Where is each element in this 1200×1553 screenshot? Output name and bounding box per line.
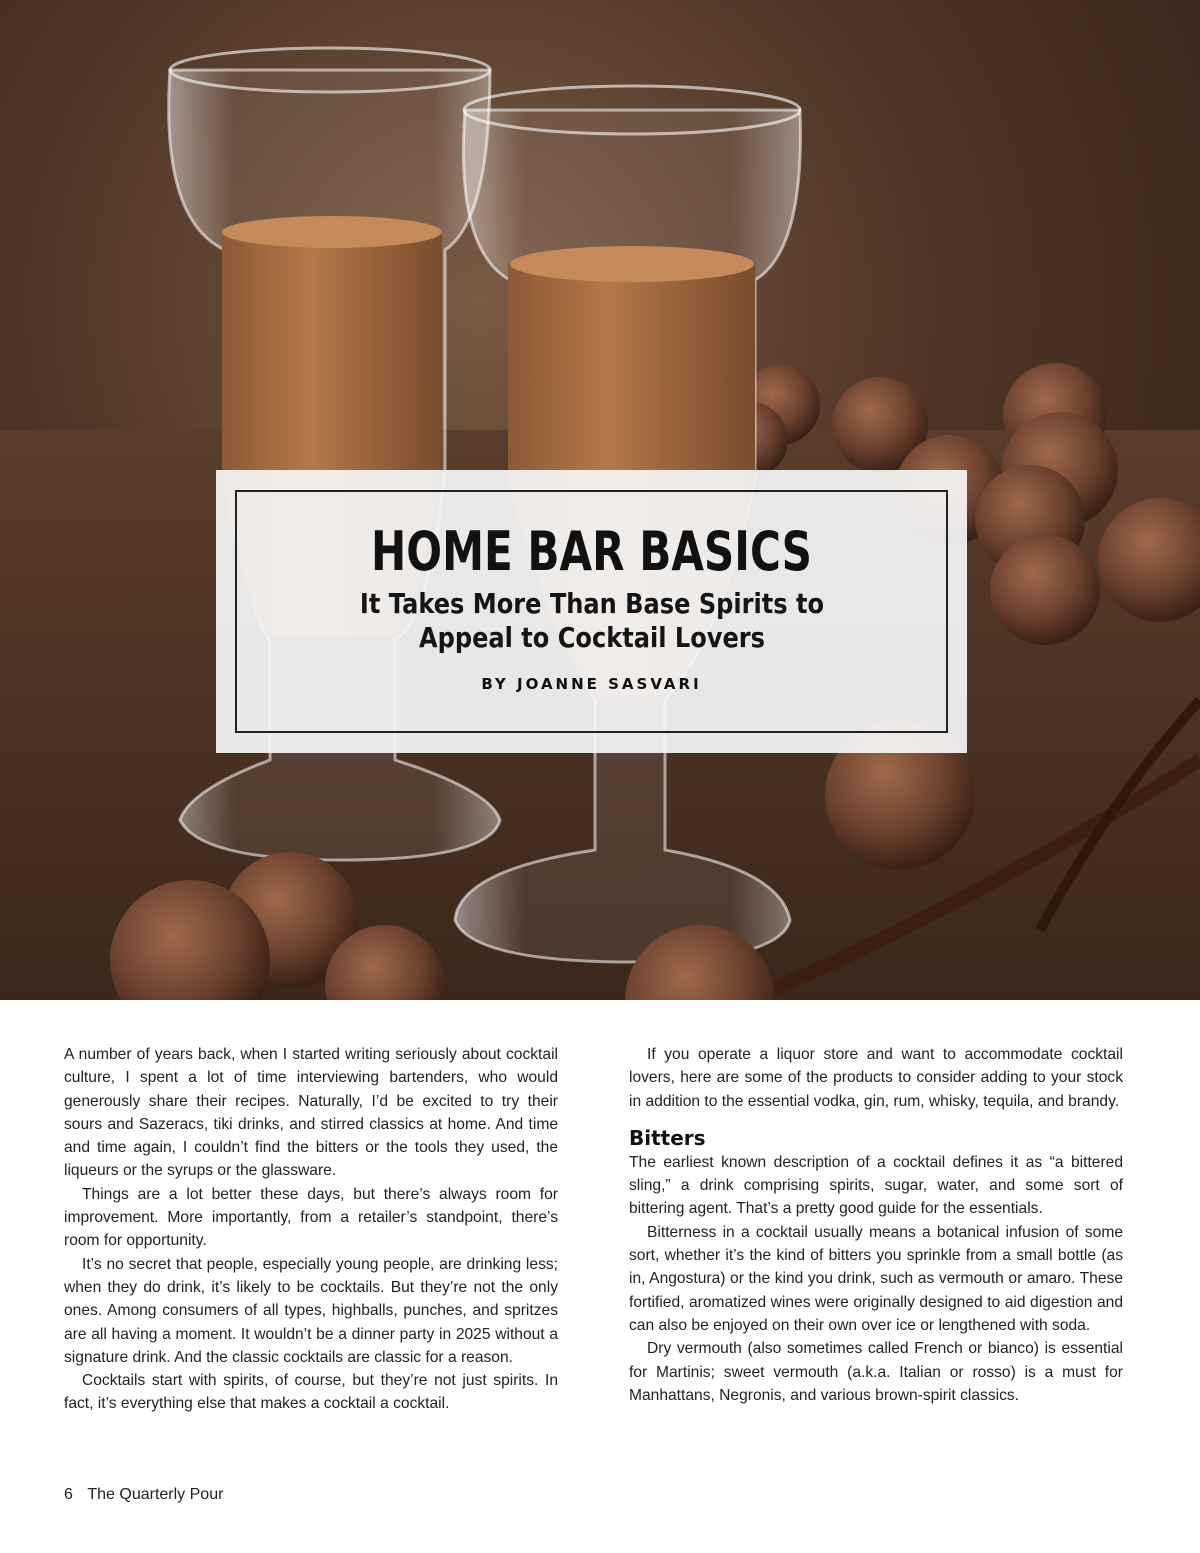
- paragraph: It’s no secret that people, especially young people, are drinking less; when they do drink, it’s likely to be cocktails. But they’re not the only ones. Among consumers of all types, highballs, punches, and spritzes are all having a moment. It wouldn’t be a dinner party in 2025 without a signature drink. And the classic cocktails are classic for a reason.: [64, 1255, 558, 1366]
- paragraph: Dry vermouth (also sometimes called French or bianco) is essential for Martinis; sweet vermouth (a.k.a. Italian or rosso) is a must for Manhattans, Negronis, and various brown-spirit classics.: [629, 1340, 1123, 1404]
- byline: BY JOANNE SASVARI: [481, 675, 702, 693]
- paragraph: Cocktails start with spirits, of course, but they’re not just spirits. In fact, it’s everything else that makes a cocktail a cocktail.: [64, 1372, 558, 1413]
- paragraph: Bitterness in a cocktail usually means a botanical infusion of some sort, whether it’s the kind of bitters you sprinkle from a small bottle (as in, Angostura) or the kind you drink, such as vermouth or amaro. These fortified, aromatized wines were originally designed to aid digestion and can also be enjoyed on their own over ice or lengthened with soda.: [629, 1223, 1123, 1334]
- left-column: [64, 1043, 558, 1416]
- paragraph: Things are a lot better these days, but there’s always room for improvement. More importantly, from a retailer’s standpoint, there’s room for opportunity.: [64, 1185, 558, 1250]
- title-frame: [235, 490, 948, 733]
- paragraph: A number of years back, when I started writing seriously about cocktail culture, I spent a lot of time interviewing bartenders, who would generously share their recipes. Naturally, I’d be excited to try their sours and Sazeracs, tiki drinks, and stirred classics at home. And time and time again, I couldn’t find the bitters or the tools they used, the liqueurs or the syrups or the glassware.: [64, 1046, 558, 1180]
- page-footer: [64, 1486, 223, 1504]
- title-card: [216, 470, 967, 753]
- publication-name: The Quarterly Pour: [87, 1486, 224, 1503]
- article-title: HOME BAR BASICS: [371, 520, 812, 583]
- right-column: [629, 1043, 1123, 1407]
- page-number: 6: [64, 1486, 73, 1503]
- article-subtitle: It Takes More Than Base Spirits to Appeal to Cocktail Lovers: [359, 587, 824, 654]
- paragraph: If you operate a liquor store and want to accommodate cocktail lovers, here are some of the products to consider adding to your stock in addition to the essential vodka, gin, rum, whisky, tequila, and brandy.: [629, 1046, 1123, 1110]
- section-heading-bitters: Bitters: [629, 1125, 706, 1150]
- paragraph: The earliest known description of a cocktail defines it as “a bittered sling,” a drink comprising spirits, sugar, water, and some sort of bittering agent. That’s a pretty good guide for the essentials.: [629, 1153, 1123, 1218]
